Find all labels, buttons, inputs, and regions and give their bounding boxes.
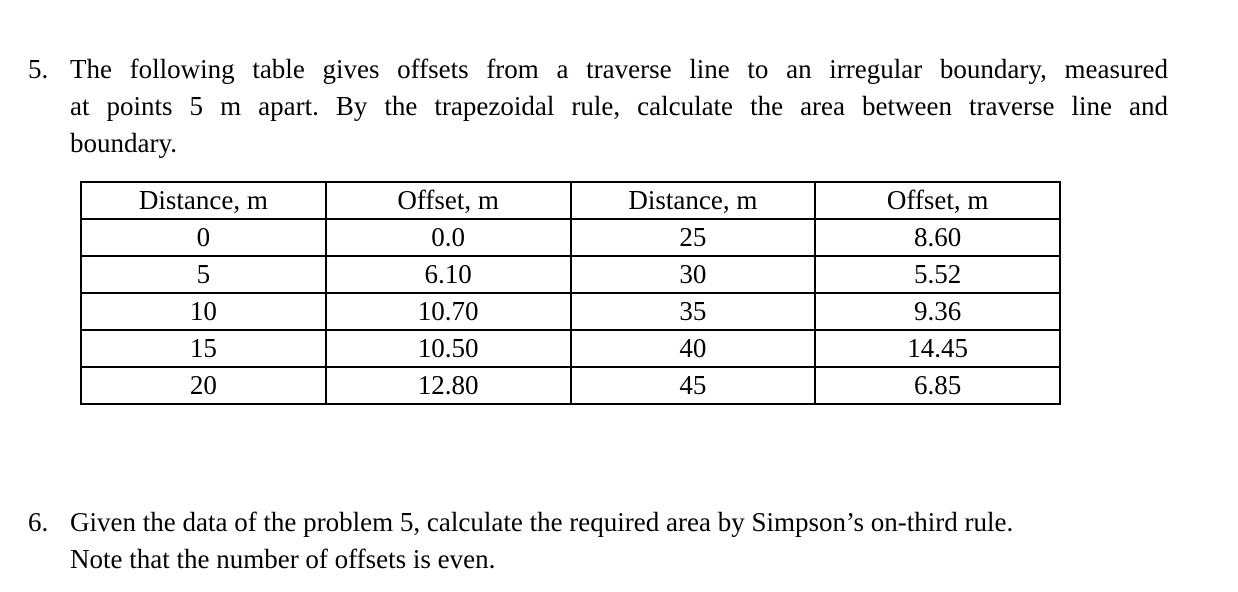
table-cell: 14.45 [815,330,1060,367]
problem-5-text [70,51,1168,162]
problem-6 [28,504,1188,578]
table-row [81,330,1060,367]
table-cell: 5.52 [815,256,1060,293]
table-cell: 0 [81,219,326,256]
problem-5-line-2: at points 5 m apart. By the trapezoidal rule, calculate the area between traverse line and [70,91,1168,121]
table-cell: 10 [81,293,326,330]
table-cell: 30 [571,256,816,293]
table-row [81,219,1060,256]
header-distance-2: Distance, m [571,182,816,219]
table-cell: 25 [571,219,816,256]
table-cell: 15 [81,330,326,367]
table-cell: 40 [571,330,816,367]
problem-5-number: 5. [28,54,49,84]
table-header-row [81,182,1060,219]
table-row [81,367,1060,404]
problem-5-line-3: boundary. [70,128,177,158]
table-cell: 35 [571,293,816,330]
table-cell: 8.60 [815,219,1060,256]
table-row [81,293,1060,330]
header-offset-2: Offset, m [815,182,1060,219]
table-row [81,256,1060,293]
table-cell: 6.85 [815,367,1060,404]
problem-6-number: 6. [28,507,49,537]
table-cell: 6.10 [326,256,571,293]
table-cell: 10.50 [326,330,571,367]
header-distance-1: Distance, m [81,182,326,219]
table-cell: 5 [81,256,326,293]
problem-6-text [70,504,1188,578]
problem-6-line-2: Note that the number of offsets is even. [70,544,496,574]
table-cell: 45 [571,367,816,404]
problem-5-line-1: The following table gives offsets from a traverse line to an irregular boundary, measured [70,54,1168,84]
problem-5 [28,51,1168,162]
problem-6-line-1: Given the data of the problem 5, calculate the required area by Simpson’s on-third rule. [70,507,1014,537]
table-cell: 9.36 [815,293,1060,330]
table-cell: 10.70 [326,293,571,330]
offsets-table [80,181,1061,405]
header-offset-1: Offset, m [326,182,571,219]
table-cell: 0.0 [326,219,571,256]
table-cell: 20 [81,367,326,404]
table-cell: 12.80 [326,367,571,404]
